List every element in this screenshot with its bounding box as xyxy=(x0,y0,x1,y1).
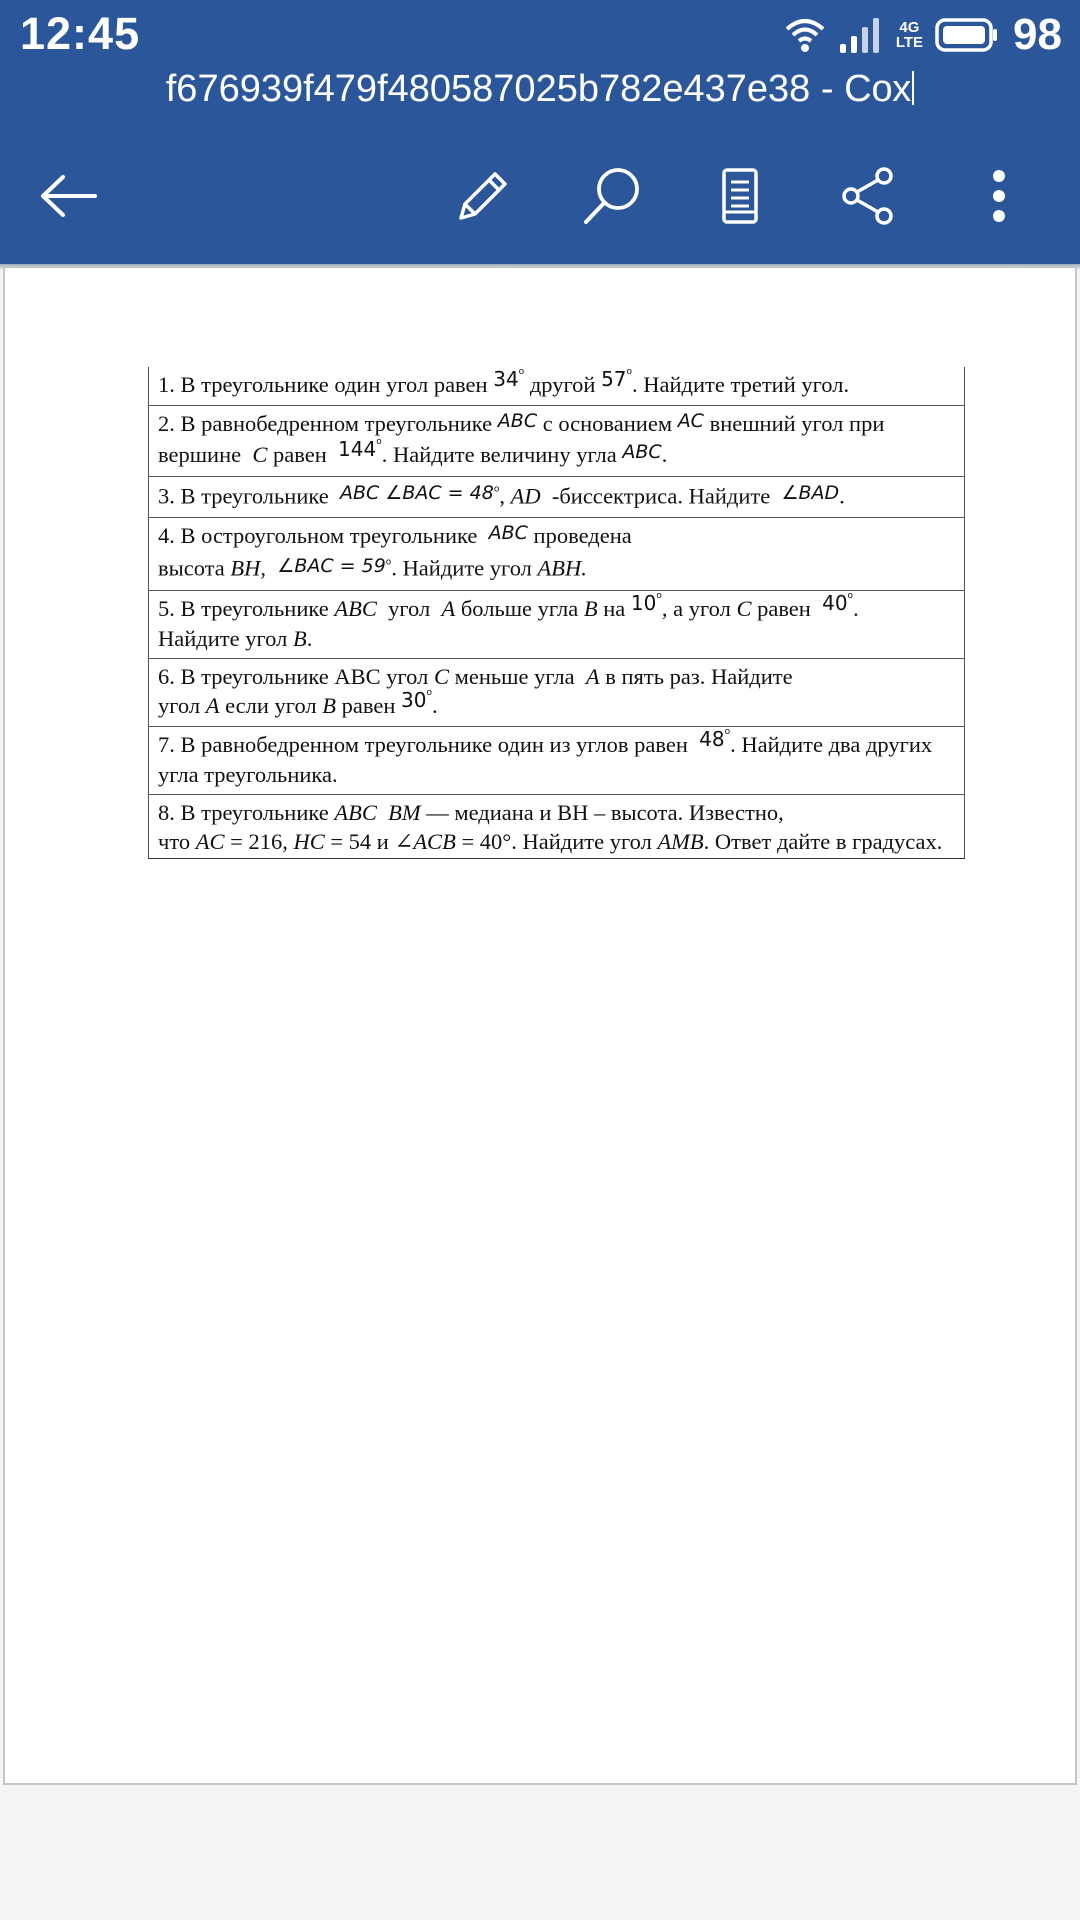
mobile-view-button[interactable] xyxy=(702,158,778,234)
question-3: 3. В треугольнике ABC ∠BAC = $48^o$, AD -биссектриса. Найдите ∠BAD. xyxy=(149,477,965,518)
edit-button[interactable] xyxy=(445,158,521,234)
text-caret xyxy=(912,71,914,105)
status-icons xyxy=(772,10,1062,60)
angle-value: 144$^o$ xyxy=(338,437,382,461)
more-options-button[interactable] xyxy=(961,158,1037,234)
table-row xyxy=(149,406,965,477)
signal-icon xyxy=(838,16,884,54)
angle-value: 48$^o$ xyxy=(699,726,731,751)
question-1: 1. В треугольнике один угол равен 34$^o$ другой 57$^o$. Найдите третий угол. xyxy=(149,367,965,406)
angle-value: 40$^o$ xyxy=(822,590,854,615)
document-title-text: f676939f479f480587025b782e437e38 - Сох xyxy=(165,68,912,110)
question-4: 4. В остроугольном треугольнике ABC проведена высота BH, ∠BAC = $59^o$. Найдите угол ABH. xyxy=(149,518,965,590)
angle-value: 10$^o$ xyxy=(630,590,662,615)
pencil-icon xyxy=(453,166,513,226)
table-row xyxy=(149,726,965,794)
back-arrow-icon xyxy=(39,173,99,219)
battery-icon xyxy=(935,17,999,53)
angle-value: 57$^o$ xyxy=(601,367,633,391)
back-button[interactable] xyxy=(31,158,107,234)
table-row xyxy=(149,590,965,658)
app-bar xyxy=(0,0,1080,264)
table-row xyxy=(149,794,965,858)
status-time: 12:45 xyxy=(20,8,141,59)
question-7: 7. В равнобедренном треугольнике один из углов равен 48$^o$. Найдите два других угла треугольника. xyxy=(149,726,965,794)
question-6: 6. В треугольнике АВС угол C меньше угла A в пять раз. Найдите угол A если угол B равен 30$^o$. xyxy=(149,658,965,726)
question-8: 8. В треугольнике ABC BM — медиана и ВН – высота. Известно, что AC = 216, HC = 54 и ∠ACB = 40°. Найдите угол AMB. Ответ дайте в градусах. xyxy=(149,794,965,858)
math-expression: ABC ∠BAC = $48^o$ xyxy=(339,482,500,505)
question-5: 5. В треугольнике ABC угол A больше угла B на 10$^o$, а угол C равен 40$^o$. Найдите угол B. xyxy=(149,590,965,658)
network-4g: 4G xyxy=(899,19,920,36)
math-expression: ∠BAC = $59^o$ xyxy=(277,554,392,577)
search-button[interactable] xyxy=(574,158,650,234)
network-type xyxy=(896,20,923,50)
document-title[interactable] xyxy=(0,68,1080,111)
table-row xyxy=(149,658,965,726)
share-button[interactable] xyxy=(830,158,906,234)
table-row xyxy=(149,367,965,406)
question-2: 2. В равнобедренном треугольнике ABC с основанием AC внешний угол при вершине C равен 144$^o$. Найдите величину угла ABC. xyxy=(149,406,965,477)
angle-value: 34$^o$ xyxy=(493,367,525,391)
angle-value: 30$^o$ xyxy=(401,687,432,712)
battery-percent: 98 xyxy=(1013,10,1062,59)
share-icon xyxy=(838,166,898,226)
mobile-view-icon xyxy=(718,166,762,226)
wifi-icon xyxy=(784,17,826,53)
table-row xyxy=(149,477,965,518)
document-page[interactable] xyxy=(3,266,1077,1785)
more-vert-icon xyxy=(989,168,1009,224)
search-icon xyxy=(581,165,643,227)
network-lte: LTE xyxy=(895,34,924,51)
questions-table xyxy=(148,367,965,859)
table-row xyxy=(149,518,965,590)
